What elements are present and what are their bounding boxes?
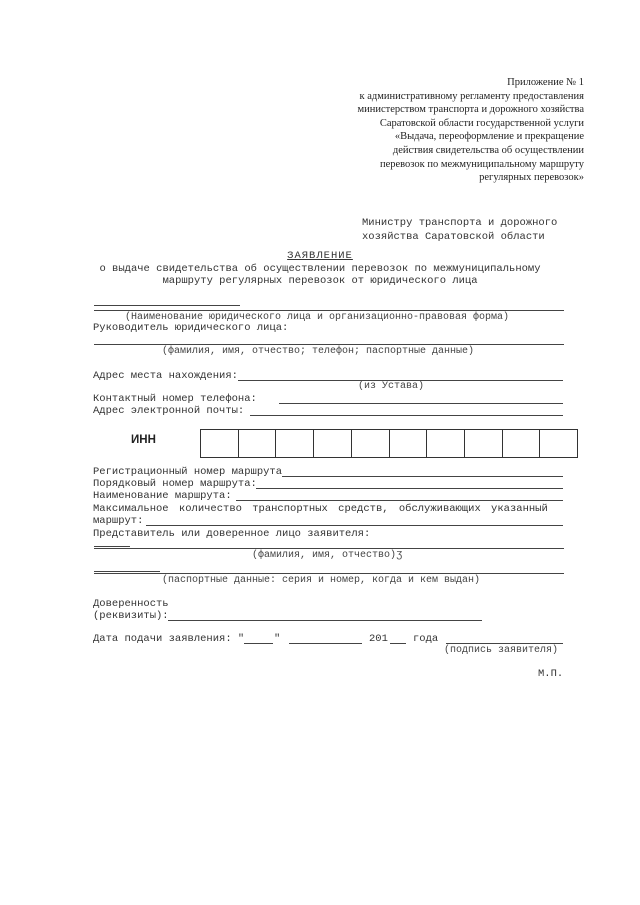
max-vehicles-field[interactable] [146, 525, 563, 526]
power-of-attorney-field[interactable] [168, 620, 482, 621]
passport-field[interactable] [94, 573, 564, 574]
appendix-line: действия свидетельства об осуществлении [392, 144, 584, 156]
date-label: Дата подачи заявления: " [93, 633, 245, 645]
appendix-line: перевозок по межмуниципальному маршруту [379, 158, 584, 170]
inn-digit-cell[interactable] [201, 430, 239, 457]
date-quote: " [274, 633, 281, 645]
appendix-line: «Выдача, переоформление и прекращение [394, 131, 584, 143]
appendix-line: министерством транспорта и дорожного хозяйства [357, 104, 584, 116]
document-subtitle-line2: маршруту регулярных перевозок от юридического лица [162, 275, 478, 287]
inn-digit-cell[interactable] [239, 430, 277, 457]
route-reg-field[interactable] [282, 476, 563, 477]
org-name-field[interactable] [94, 310, 564, 311]
document-title: ЗАЯВЛЕНИЕ [287, 250, 353, 262]
inn-digit-cell[interactable] [427, 430, 465, 457]
phone-field[interactable] [279, 403, 563, 404]
passport-caption: (паспортные данные: серия и номер, когда и кем выдан) [162, 575, 481, 586]
inn-digit-cell[interactable] [352, 430, 390, 457]
inn-digit-cell[interactable] [540, 430, 577, 457]
signature-caption: (подпись заявителя) [444, 645, 559, 656]
date-year-field[interactable] [390, 643, 406, 644]
inn-digit-cell[interactable] [465, 430, 503, 457]
signature-field[interactable] [446, 643, 563, 644]
appendix-line: Саратовской области государственной услуги [379, 117, 584, 129]
date-year-suffix: года [413, 633, 439, 645]
head-label: Руководитель юридического лица: [93, 322, 289, 334]
route-seq-label: Порядковый номер маршрута: [93, 478, 257, 490]
power-of-attorney-label: Доверенность [93, 598, 169, 610]
representative-caption: (фамилия, имя, отчество) [252, 550, 397, 561]
max-vehicles-label: Максимальное количество транспортных средств, обслуживающих указанный [93, 503, 548, 515]
max-vehicles-label-2: маршрут: [93, 515, 144, 527]
passport-short-line[interactable] [94, 571, 160, 572]
addressee-line1: Министру транспорта и дорожного [362, 217, 558, 229]
power-of-attorney-label-2: (реквизиты): [93, 610, 169, 622]
document-subtitle-line1: о выдаче свидетельства об осуществлении перевозок по межмуниципальному [99, 262, 541, 275]
appendix-line: к административному регламенту предоставления [359, 90, 584, 102]
date-day-field[interactable] [244, 643, 273, 644]
representative-short-line[interactable] [94, 546, 130, 547]
addressee-block [362, 216, 557, 244]
inn-digit-cell[interactable] [503, 430, 541, 457]
appendix-line: регулярных перевозок» [479, 172, 584, 184]
representative-field[interactable] [94, 548, 564, 549]
seal-mark: М.П. [538, 668, 564, 680]
inn-digit-cell[interactable] [314, 430, 352, 457]
route-name-label: Наименование маршрута: [93, 490, 232, 502]
head-caption: (фамилия, имя, отчество; телефон; паспортные данные) [162, 346, 475, 357]
org-name-caption: (Наименование юридического лица и организационно-правовая форма) [125, 312, 510, 323]
appendix-block [264, 76, 584, 185]
head-field[interactable] [94, 344, 564, 345]
addressee-line2: хозяйства Саратовской области [362, 231, 545, 243]
org-name-short-line[interactable] [94, 305, 240, 306]
address-caption: (из Устава) [358, 381, 425, 392]
appendix-line: Приложение № 1 [507, 77, 584, 88]
document-heading [0, 250, 640, 288]
route-seq-field[interactable] [256, 488, 563, 489]
date-month-field[interactable] [289, 643, 362, 644]
email-label: Адрес электронной почты: [93, 405, 245, 417]
route-reg-label: Регистрационный номер маршрута [93, 466, 283, 478]
inn-digit-cell[interactable] [390, 430, 428, 457]
inn-digit-cell[interactable] [276, 430, 314, 457]
email-field[interactable] [250, 415, 563, 416]
representative-label: Представитель или доверенное лицо заявителя: [93, 528, 371, 540]
phone-label: Контактный номер телефона: [93, 393, 257, 405]
scan-mark-icon: ʒ [396, 549, 403, 561]
date-year-prefix: 201 [369, 633, 388, 645]
inn-label: ИНН [131, 434, 156, 446]
route-name-field[interactable] [236, 500, 563, 501]
address-label: Адрес места нахождения: [93, 370, 238, 382]
inn-input-grid[interactable] [200, 429, 578, 458]
